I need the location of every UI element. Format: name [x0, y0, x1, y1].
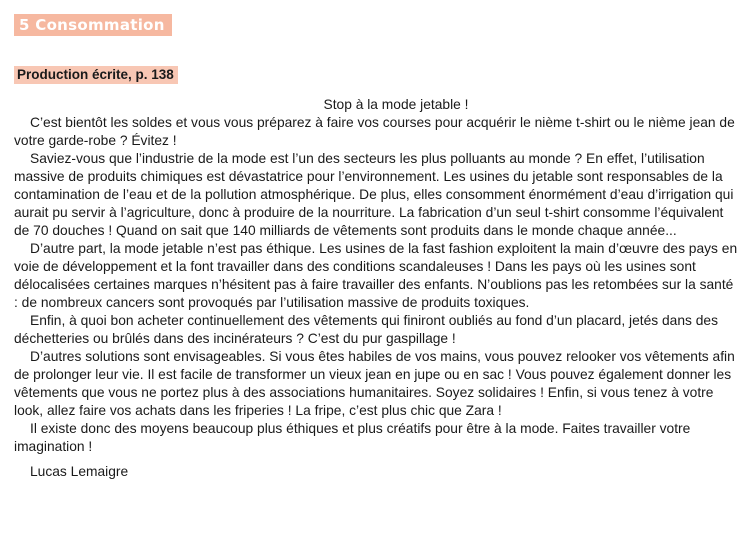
paragraph-5: D’autres solutions sont envisageables. Si vous êtes habiles de vos mains, vous pouvez relooker vos vêtements afin de prolonger leur vie. Il est facile de transformer un vieux jean en jupe ou en sac ! Vous pouvez également donner les vêtements que vous ne portez plus à des associations humanitaires. Soyez solidaires ! Enfin, si vous tenez à votre look, allez faire vos achats dans les friperies ! La fripe, c’est plus chic que Zara !: [14, 349, 735, 418]
paragraph-4: Enfin, à quoi bon acheter continuellement des vêtements qui finiront oubliés au fond d’un placard, jetés dans des déchetteries ou brûlés dans des incinérateurs ? C’est du pur gaspillage !: [14, 313, 718, 346]
chapter-label: 5 Consommation: [14, 14, 172, 36]
article: [14, 96, 738, 481]
author-signature: Lucas Lemaigre: [30, 464, 129, 479]
paragraph-1: C’est bientôt les soldes et vous vous préparez à faire vos courses pour acquérir le nième t-shirt ou le nième jean de votre garde-robe ? Évitez !: [14, 115, 735, 148]
article-title: Stop à la mode jetable !: [323, 97, 469, 112]
paragraph-2: Saviez-vous que l’industrie de la mode est l’un des secteurs les plus polluants au monde ? En effet, l’utilisation massive de produits chimiques est dévastatrice pour l’environnement. Les usines du jetable sont responsables de la contamination de l’eau et de la pollution atmosphérique. De plus, elles consomment énormément d’eau d’irrigation qui aurait pu servir à l’agriculture, donc à produire de la nourriture. La fabrication d’un seul t-shirt consomme l’équivalent de 70 douches ! Quand on sait que 140 milliards de vêtements sont produits dans le monde chaque année...: [14, 151, 734, 238]
section-label: Production écrite, p. 138: [14, 66, 178, 84]
paragraph-6: Il existe donc des moyens beaucoup plus éthiques et plus créatifs pour être à la mode. Faites travailler votre imagination !: [14, 421, 691, 454]
paragraph-3: D’autre part, la mode jetable n’est pas éthique. Les usines de la fast fashion exploitent la main d’œuvre des pays en voie de développement et la font travailler dans des conditions scandaleuses ! Dans les pays où les usines sont délocalisées certaines marques n’hésitent pas à faire travailler des enfants. N’oublions pas les retombées sur la santé : de nombreux cancers sont provoqués par l’utilisation massive de produits toxiques.: [14, 241, 738, 310]
